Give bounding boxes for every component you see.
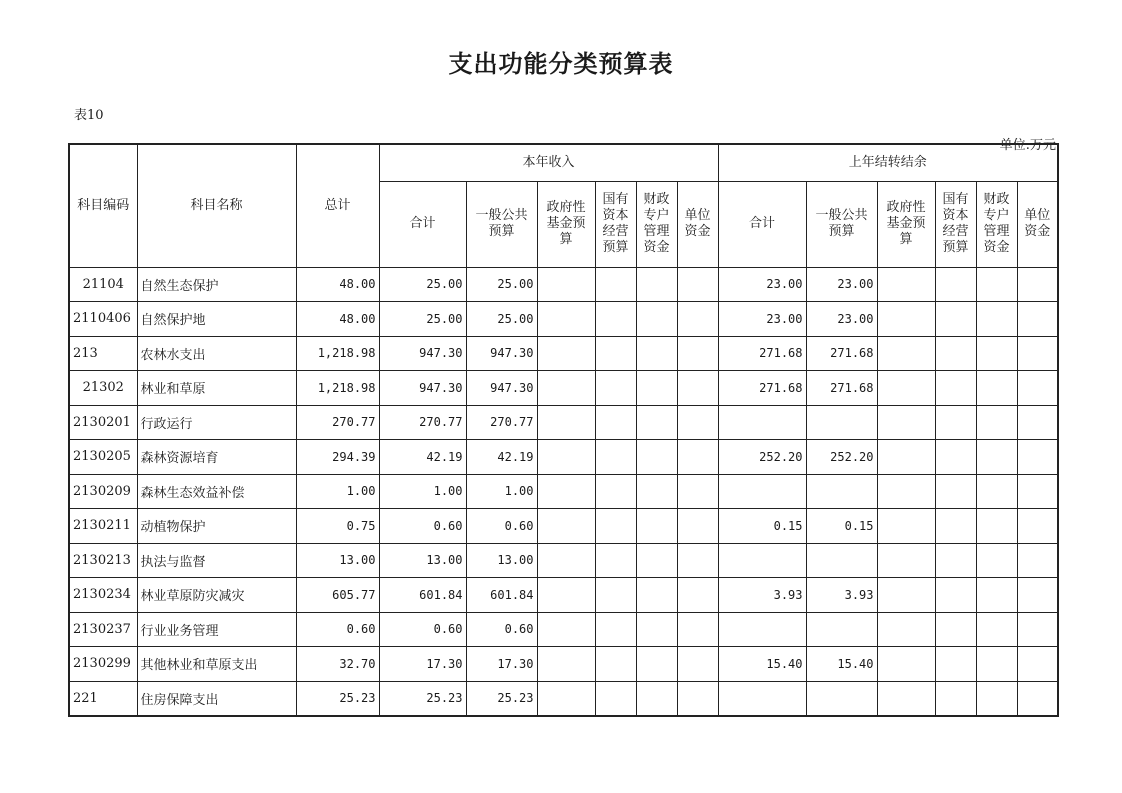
cell-code: 2130213 [69, 543, 137, 578]
cell-carryover-subtotal [718, 612, 806, 647]
cell-this-year-state [595, 543, 636, 578]
cell-this-year-subtotal: 0.60 [379, 509, 466, 544]
cell-carryover-subtotal [718, 474, 806, 509]
cell-this-year-state [595, 405, 636, 440]
cell-carryover-state [935, 302, 976, 337]
cell-this-year-general: 947.30 [466, 336, 537, 371]
cell-carryover-general: 23.00 [806, 302, 877, 337]
cell-carryover-govfund [877, 681, 935, 716]
cell-this-year-unit [677, 543, 718, 578]
cell-this-year-fiscal [636, 371, 677, 406]
cell-this-year-subtotal: 1.00 [379, 474, 466, 509]
cell-carryover-general: 3.93 [806, 578, 877, 613]
cell-carryover-fiscal [976, 440, 1017, 475]
table-row [69, 612, 1058, 647]
cell-carryover-subtotal: 23.00 [718, 302, 806, 337]
cell-total: 1.00 [296, 474, 379, 509]
table-row [69, 474, 1058, 509]
cell-this-year-state [595, 647, 636, 682]
cell-carryover-general [806, 681, 877, 716]
cell-this-year-subtotal: 25.00 [379, 302, 466, 337]
cell-this-year-state [595, 578, 636, 613]
header-ty-subtotal: 合计 [379, 181, 466, 267]
cell-this-year-unit [677, 440, 718, 475]
header-cy-unit: 单位资金 [1017, 181, 1058, 267]
cell-carryover-state [935, 371, 976, 406]
cell-code: 2130205 [69, 440, 137, 475]
cell-this-year-govfund [537, 474, 595, 509]
cell-this-year-general: 1.00 [466, 474, 537, 509]
cell-this-year-fiscal [636, 474, 677, 509]
cell-this-year-govfund [537, 647, 595, 682]
table-row [69, 509, 1058, 544]
cell-this-year-subtotal: 17.30 [379, 647, 466, 682]
cell-carryover-govfund [877, 405, 935, 440]
cell-carryover-govfund [877, 509, 935, 544]
cell-this-year-unit [677, 267, 718, 302]
cell-this-year-state [595, 681, 636, 716]
cell-code: 2130234 [69, 578, 137, 613]
cell-this-year-fiscal [636, 612, 677, 647]
cell-carryover-state [935, 405, 976, 440]
cell-carryover-fiscal [976, 681, 1017, 716]
cell-total: 13.00 [296, 543, 379, 578]
cell-this-year-govfund [537, 509, 595, 544]
table-number: 表10 [74, 108, 104, 123]
cell-this-year-fiscal [636, 440, 677, 475]
cell-carryover-govfund [877, 336, 935, 371]
cell-carryover-subtotal [718, 405, 806, 440]
cell-carryover-state [935, 612, 976, 647]
cell-carryover-general: 271.68 [806, 336, 877, 371]
table-body [69, 267, 1058, 716]
table-row [69, 267, 1058, 302]
page-title: 支出功能分类预算表 [448, 49, 674, 78]
cell-carryover-unit [1017, 371, 1058, 406]
cell-carryover-fiscal [976, 267, 1017, 302]
cell-this-year-state [595, 267, 636, 302]
cell-name: 自然生态保护 [137, 267, 296, 302]
cell-carryover-fiscal [976, 405, 1017, 440]
header-ty-state: 国有资本经营预算 [595, 181, 636, 267]
table-row [69, 578, 1058, 613]
cell-this-year-unit [677, 371, 718, 406]
cell-this-year-govfund [537, 543, 595, 578]
cell-carryover-govfund [877, 474, 935, 509]
cell-carryover-fiscal [976, 578, 1017, 613]
cell-this-year-state [595, 509, 636, 544]
cell-this-year-subtotal: 25.23 [379, 681, 466, 716]
cell-name: 动植物保护 [137, 509, 296, 544]
cell-name: 行政运行 [137, 405, 296, 440]
cell-this-year-general: 270.77 [466, 405, 537, 440]
cell-this-year-general: 13.00 [466, 543, 537, 578]
cell-carryover-subtotal: 0.15 [718, 509, 806, 544]
cell-carryover-fiscal [976, 371, 1017, 406]
cell-this-year-unit [677, 647, 718, 682]
cell-total: 25.23 [296, 681, 379, 716]
table-row [69, 302, 1058, 337]
cell-total: 48.00 [296, 267, 379, 302]
cell-carryover-state [935, 647, 976, 682]
cell-this-year-state [595, 474, 636, 509]
cell-carryover-unit [1017, 578, 1058, 613]
cell-carryover-subtotal: 271.68 [718, 336, 806, 371]
cell-this-year-general: 25.00 [466, 267, 537, 302]
cell-this-year-govfund [537, 681, 595, 716]
cell-carryover-govfund [877, 302, 935, 337]
cell-this-year-general: 947.30 [466, 371, 537, 406]
cell-name: 农林水支出 [137, 336, 296, 371]
cell-carryover-subtotal: 271.68 [718, 371, 806, 406]
cell-carryover-subtotal [718, 543, 806, 578]
header-ty-govfund: 政府性基金预算 [537, 181, 595, 267]
cell-carryover-unit [1017, 509, 1058, 544]
cell-this-year-general: 17.30 [466, 647, 537, 682]
cell-this-year-subtotal: 25.00 [379, 267, 466, 302]
cell-this-year-state [595, 371, 636, 406]
cell-total: 0.75 [296, 509, 379, 544]
cell-this-year-unit [677, 302, 718, 337]
cell-this-year-fiscal [636, 405, 677, 440]
cell-this-year-unit [677, 612, 718, 647]
cell-name: 森林资源培育 [137, 440, 296, 475]
cell-name: 执法与监督 [137, 543, 296, 578]
table-row [69, 405, 1058, 440]
cell-this-year-subtotal: 42.19 [379, 440, 466, 475]
cell-carryover-unit [1017, 302, 1058, 337]
header-ty-unit: 单位资金 [677, 181, 718, 267]
cell-carryover-govfund [877, 647, 935, 682]
cell-this-year-govfund [537, 440, 595, 475]
table-row [69, 647, 1058, 682]
cell-carryover-subtotal: 15.40 [718, 647, 806, 682]
header-total: 总计 [296, 144, 379, 267]
cell-carryover-general: 15.40 [806, 647, 877, 682]
cell-this-year-govfund [537, 578, 595, 613]
cell-carryover-govfund [877, 612, 935, 647]
cell-this-year-govfund [537, 302, 595, 337]
cell-this-year-general: 42.19 [466, 440, 537, 475]
cell-this-year-state [595, 440, 636, 475]
cell-carryover-fiscal [976, 302, 1017, 337]
table-row [69, 371, 1058, 406]
cell-total: 0.60 [296, 612, 379, 647]
cell-carryover-subtotal [718, 681, 806, 716]
cell-carryover-general: 252.20 [806, 440, 877, 475]
cell-this-year-govfund [537, 336, 595, 371]
cell-total: 48.00 [296, 302, 379, 337]
cell-name: 林业草原防灾减灾 [137, 578, 296, 613]
unit-label: 单位:万元 [999, 138, 1056, 153]
cell-carryover-fiscal [976, 543, 1017, 578]
cell-this-year-fiscal [636, 578, 677, 613]
cell-name: 其他林业和草原支出 [137, 647, 296, 682]
header-ty-fiscal: 财政专户管理资金 [636, 181, 677, 267]
cell-carryover-state [935, 267, 976, 302]
cell-carryover-unit [1017, 474, 1058, 509]
cell-this-year-subtotal: 270.77 [379, 405, 466, 440]
cell-name: 森林生态效益补偿 [137, 474, 296, 509]
cell-carryover-state [935, 578, 976, 613]
cell-this-year-general: 0.60 [466, 612, 537, 647]
table-row [69, 440, 1058, 475]
cell-this-year-general: 25.00 [466, 302, 537, 337]
cell-this-year-fiscal [636, 302, 677, 337]
cell-carryover-state [935, 681, 976, 716]
cell-carryover-general: 271.68 [806, 371, 877, 406]
cell-code: 21104 [69, 267, 137, 302]
cell-carryover-fiscal [976, 647, 1017, 682]
header-name: 科目名称 [137, 144, 296, 267]
header-ty-general: 一般公共预算 [466, 181, 537, 267]
cell-this-year-unit [677, 405, 718, 440]
cell-carryover-govfund [877, 578, 935, 613]
cell-total: 270.77 [296, 405, 379, 440]
cell-this-year-general: 601.84 [466, 578, 537, 613]
cell-this-year-fiscal [636, 267, 677, 302]
cell-carryover-general: 23.00 [806, 267, 877, 302]
header-cy-state: 国有资本经营预算 [935, 181, 976, 267]
cell-this-year-subtotal: 947.30 [379, 371, 466, 406]
cell-carryover-govfund [877, 267, 935, 302]
cell-carryover-fiscal [976, 474, 1017, 509]
table-row [69, 543, 1058, 578]
cell-this-year-general: 0.60 [466, 509, 537, 544]
cell-this-year-unit [677, 509, 718, 544]
cell-carryover-fiscal [976, 509, 1017, 544]
table-row [69, 336, 1058, 371]
cell-this-year-state [595, 612, 636, 647]
cell-total: 605.77 [296, 578, 379, 613]
cell-this-year-fiscal [636, 647, 677, 682]
cell-carryover-subtotal: 252.20 [718, 440, 806, 475]
cell-carryover-general [806, 405, 877, 440]
cell-name: 林业和草原 [137, 371, 296, 406]
cell-carryover-fiscal [976, 336, 1017, 371]
cell-carryover-general [806, 612, 877, 647]
cell-total: 32.70 [296, 647, 379, 682]
cell-carryover-fiscal [976, 612, 1017, 647]
cell-name: 行业业务管理 [137, 612, 296, 647]
cell-this-year-govfund [537, 405, 595, 440]
cell-code: 2130201 [69, 405, 137, 440]
cell-code: 2130299 [69, 647, 137, 682]
cell-this-year-govfund [537, 612, 595, 647]
cell-this-year-subtotal: 947.30 [379, 336, 466, 371]
cell-this-year-state [595, 336, 636, 371]
cell-carryover-subtotal: 3.93 [718, 578, 806, 613]
cell-carryover-subtotal: 23.00 [718, 267, 806, 302]
cell-name: 自然保护地 [137, 302, 296, 337]
cell-carryover-govfund [877, 440, 935, 475]
cell-code: 21302 [69, 371, 137, 406]
cell-carryover-unit [1017, 440, 1058, 475]
cell-carryover-unit [1017, 405, 1058, 440]
cell-carryover-govfund [877, 543, 935, 578]
cell-this-year-subtotal: 0.60 [379, 612, 466, 647]
cell-this-year-fiscal [636, 509, 677, 544]
cell-this-year-fiscal [636, 336, 677, 371]
cell-carryover-state [935, 509, 976, 544]
cell-this-year-unit [677, 681, 718, 716]
cell-carryover-state [935, 336, 976, 371]
cell-code: 2130209 [69, 474, 137, 509]
header-code: 科目编码 [69, 144, 137, 267]
cell-this-year-state [595, 302, 636, 337]
cell-carryover-state [935, 543, 976, 578]
cell-this-year-govfund [537, 267, 595, 302]
cell-carryover-general [806, 474, 877, 509]
header-carryover: 上年结转结余 [718, 144, 1058, 181]
cell-carryover-unit [1017, 336, 1058, 371]
header-cy-fiscal: 财政专户管理资金 [976, 181, 1017, 267]
cell-carryover-govfund [877, 371, 935, 406]
cell-carryover-general [806, 543, 877, 578]
cell-total: 294.39 [296, 440, 379, 475]
cell-this-year-fiscal [636, 543, 677, 578]
cell-this-year-unit [677, 336, 718, 371]
cell-carryover-state [935, 474, 976, 509]
cell-carryover-state [935, 440, 976, 475]
cell-code: 2110406 [69, 302, 137, 337]
cell-carryover-unit [1017, 267, 1058, 302]
header-this-year: 本年收入 [379, 144, 718, 181]
budget-table [68, 143, 1059, 717]
cell-this-year-unit [677, 578, 718, 613]
cell-carryover-unit [1017, 612, 1058, 647]
header-cy-general: 一般公共预算 [806, 181, 877, 267]
cell-this-year-unit [677, 474, 718, 509]
cell-total: 1,218.98 [296, 336, 379, 371]
table-row [69, 681, 1058, 716]
header-cy-govfund: 政府性基金预算 [877, 181, 935, 267]
cell-carryover-unit [1017, 681, 1058, 716]
cell-this-year-general: 25.23 [466, 681, 537, 716]
cell-code: 2130237 [69, 612, 137, 647]
cell-carryover-general: 0.15 [806, 509, 877, 544]
cell-total: 1,218.98 [296, 371, 379, 406]
cell-carryover-unit [1017, 543, 1058, 578]
cell-this-year-subtotal: 601.84 [379, 578, 466, 613]
cell-carryover-unit [1017, 647, 1058, 682]
cell-this-year-govfund [537, 371, 595, 406]
cell-this-year-fiscal [636, 681, 677, 716]
cell-name: 住房保障支出 [137, 681, 296, 716]
cell-code: 221 [69, 681, 137, 716]
cell-this-year-subtotal: 13.00 [379, 543, 466, 578]
cell-code: 213 [69, 336, 137, 371]
cell-code: 2130211 [69, 509, 137, 544]
header-cy-subtotal: 合计 [718, 181, 806, 267]
